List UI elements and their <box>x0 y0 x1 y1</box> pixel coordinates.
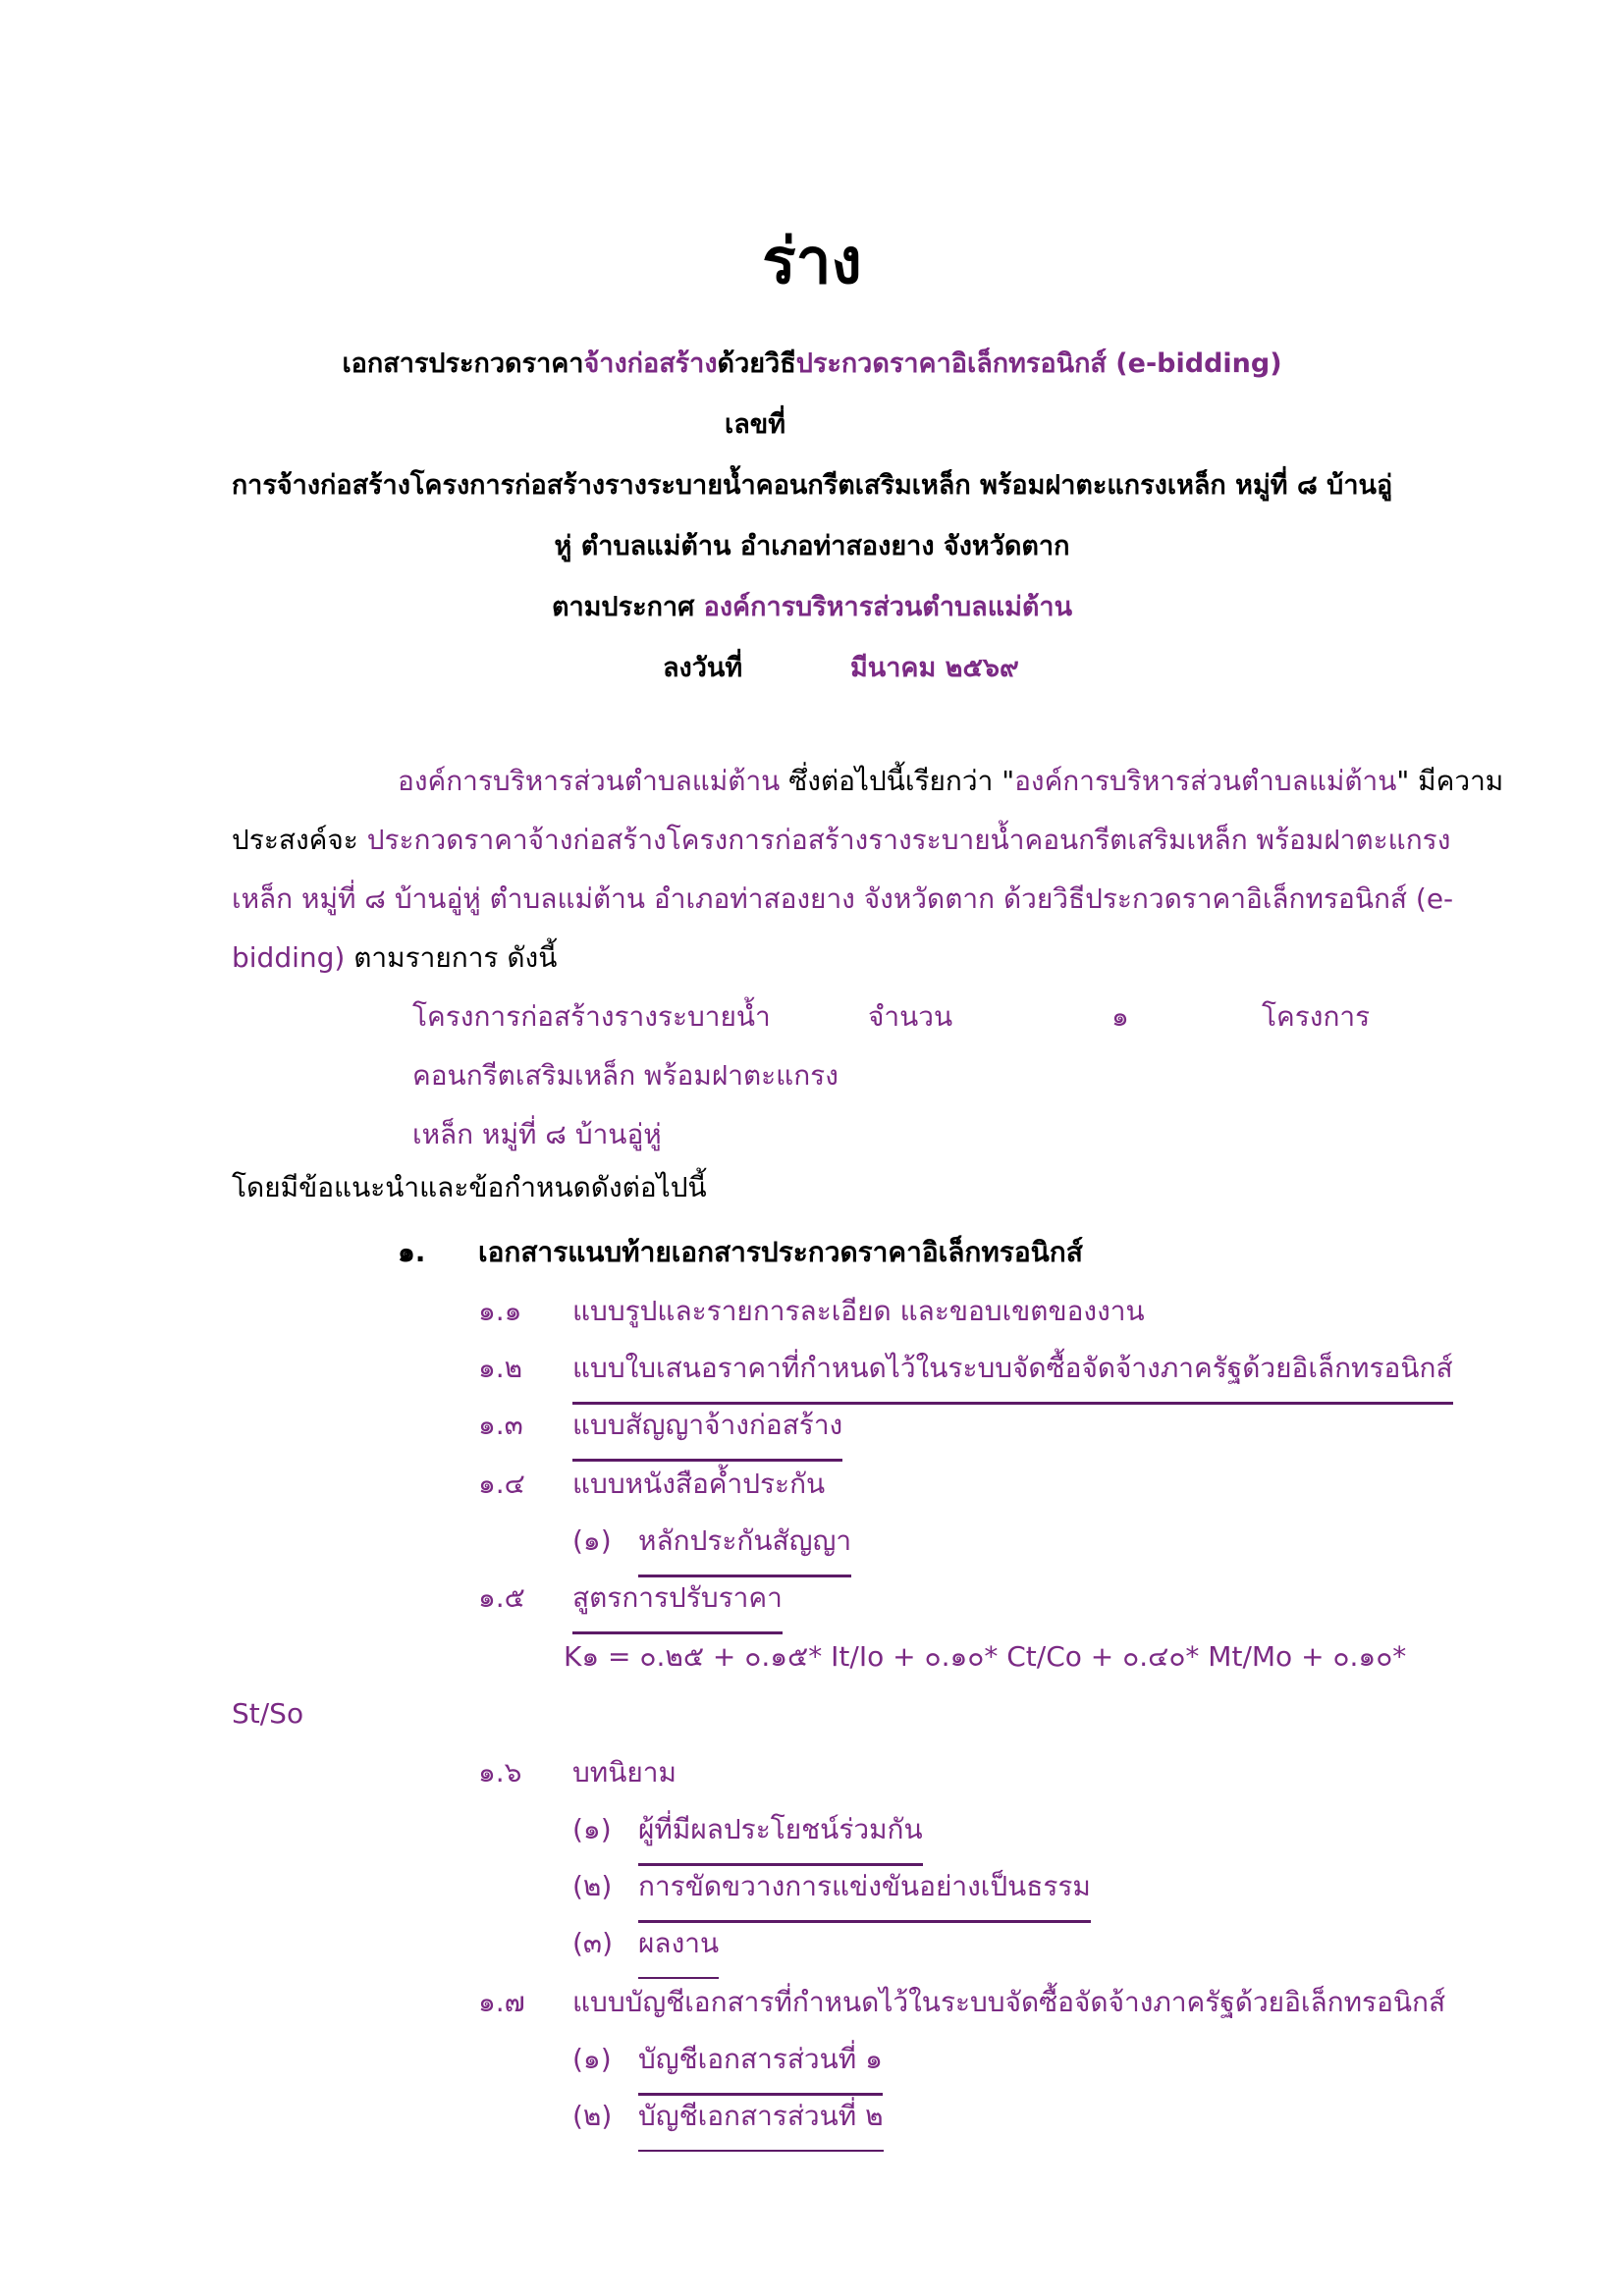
item-1-4-text: แบบหนังสือค้ำประกัน <box>572 1468 826 1500</box>
item-1-1-text: แบบรูปและรายการละเอียด และขอบเขตของงาน <box>572 1295 1145 1327</box>
item-1-7-2-link[interactable] <box>638 2087 884 2152</box>
document-title <box>0 342 1624 384</box>
intro-text-b: " มีความ <box>1396 765 1504 797</box>
item-1-3-text[interactable]: แบบสัญญาจ้างก่อสร้าง <box>572 1396 842 1462</box>
item-1-6-2-text[interactable]: การขัดขวางการแข่งขันอย่างเป็นธรรม <box>638 1857 1091 1923</box>
item-1-7-text: แบบบัญชีเอกสารที่กำหนดไว้ในระบบจัดซื้อจัดจ้างภาครัฐด้วยอิเล็กทรอนิกส์ <box>572 1986 1446 2018</box>
intro-line4-a: bidding) <box>232 941 346 974</box>
item-name-line3: เหล็ก หมู่ที่ ๘ บ้านอู่หู่ <box>412 1118 662 1150</box>
item-1-6-3-link[interactable] <box>638 1914 719 1979</box>
item-1-7-1-text[interactable]: บัญชีเอกสารส่วนที่ ๑ <box>638 2030 883 2096</box>
item-qty-value: ๑ <box>1111 1000 1129 1033</box>
title-part-3: ด้วยวิธี <box>717 348 796 379</box>
item-name-line2: คอนกรีตเสริมเหล็ก พร้อมฝาตะแกรง <box>412 1059 839 1092</box>
title-part-1: เอกสารประกวดราคา <box>342 348 584 379</box>
item-1-4-1-number: (๑) <box>572 1524 612 1557</box>
date-value: มีนาคม ๒๕๖๙ <box>850 653 1019 683</box>
item-1-6-1-link[interactable] <box>638 1800 923 1866</box>
project-title-line1: การจ้างก่อสร้างโครงการก่อสร้างรางระบายน้ำคอนกรีตเสริมเหล็ก พร้อมฝาตะแกรงเหล็ก หมู่ที่ ๘ บ้านอู่ <box>231 470 1393 501</box>
item-1-4-1-link[interactable] <box>638 1512 851 1577</box>
item-unit: โครงการ <box>1262 1000 1371 1033</box>
intro-line2-a: ประสงค์จะ <box>232 824 367 856</box>
intro-line4-b: ตามรายการ ดังนี้ <box>345 941 558 974</box>
item-qty-label: จำนวน <box>868 1000 953 1033</box>
item-1-6-text: บทนิยาม <box>572 1756 677 1789</box>
date-label: ลงวันที่ <box>663 653 743 683</box>
intro-line-1 <box>398 752 1503 811</box>
section1-number: ๑. <box>398 1236 426 1268</box>
item-1-1-number: ๑.๑ <box>478 1295 522 1327</box>
item-1-7-1-number: (๑) <box>572 2043 612 2075</box>
item-1-6-3-text[interactable]: ผลงาน <box>638 1914 719 1979</box>
formula-line2: St/So <box>232 1697 304 1730</box>
intro-line-3: เหล็ก หมู่ที่ ๘ บ้านอู่หู่ ตำบลแม่ต้าน อำเภอท่าสองยาง จังหวัดตาก ด้วยวิธีประกวดราคาอิเล็กทรอนิกส์ (e- <box>232 882 1454 915</box>
item-1-5-number: ๑.๕ <box>478 1581 525 1614</box>
item-1-6-2-link[interactable] <box>638 1857 1091 1923</box>
title-part-2: จ้างก่อสร้าง <box>583 348 718 379</box>
item-1-6-3-number: (๓) <box>572 1927 613 1959</box>
item-1-6-2-number: (๒) <box>572 1870 613 1902</box>
item-name-line1: โครงการก่อสร้างรางระบายน้ำ <box>412 1000 771 1033</box>
item-1-7-2-number: (๒) <box>572 2100 613 2132</box>
announcement-label: ตามประกาศ <box>551 592 695 622</box>
item-1-6-1-number: (๑) <box>572 1813 612 1845</box>
title-part-4: ประกวดราคาอิเล็กทรอนิกส์ (e-bidding) <box>795 348 1282 379</box>
project-title-line2: หู่ ตำบลแม่ต้าน อำเภอท่าสองยาง จังหวัดตาก <box>554 531 1070 561</box>
item-1-5-link[interactable] <box>572 1569 783 1634</box>
item-1-6-1-text[interactable]: ผู้ที่มีผลประโยชน์ร่วมกัน <box>638 1800 923 1866</box>
announcement-line <box>0 585 1624 627</box>
item-1-3-link[interactable] <box>572 1396 842 1462</box>
intro-org-quoted: องค์การบริหารส่วนตำบลแม่ต้าน <box>1014 765 1397 797</box>
intro-org: องค์การบริหารส่วนตำบลแม่ต้าน <box>398 765 781 797</box>
formula-line1: K๑ = ๐.๒๕ + ๐.๑๕* It/Io + ๐.๑๐* Ct/Co + ๐.๔๐* Mt/Mo + ๐.๑๐* <box>564 1640 1407 1673</box>
section1-title: เอกสารแนบท้ายเอกสารประกวดราคาอิเล็กทรอนิกส์ <box>478 1236 1083 1268</box>
item-1-7-1-link[interactable] <box>638 2030 883 2096</box>
intro-text-a: ซึ่งต่อไปนี้เรียกว่า " <box>780 765 1015 797</box>
draft-watermark: ร่าง <box>762 226 862 298</box>
announcement-org: องค์การบริหารส่วนตำบลแม่ต้าน <box>703 592 1073 622</box>
item-1-7-number: ๑.๗ <box>478 1986 525 2018</box>
intro-line-4 <box>232 929 557 988</box>
item-1-2-number: ๑.๒ <box>478 1352 523 1384</box>
item-1-3-number: ๑.๓ <box>478 1409 523 1441</box>
item-1-2-text[interactable]: แบบใบเสนอราคาที่กำหนดไว้ในระบบจัดซื้อจัดจ้างภาครัฐด้วยอิเล็กทรอนิกส์ <box>572 1339 1453 1405</box>
document-number-label: เลขที่ <box>725 409 786 440</box>
item-1-7-2-text[interactable]: บัญชีเอกสารส่วนที่ ๒ <box>638 2087 884 2152</box>
item-1-4-number: ๑.๔ <box>478 1468 525 1500</box>
item-1-2-link[interactable] <box>572 1339 1453 1405</box>
guidance-text: โดยมีข้อแนะนำและข้อกำหนดดังต่อไปนี้ <box>232 1171 707 1203</box>
intro-line-2 <box>232 811 1450 870</box>
item-1-6-number: ๑.๖ <box>478 1756 522 1789</box>
intro-line2-b: ประกวดราคาจ้างก่อสร้างโครงการก่อสร้างรางระบายน้ำคอนกรีตเสริมเหล็ก พร้อมฝาตะแกรง <box>366 824 1451 856</box>
item-1-5-text[interactable]: สูตรการปรับราคา <box>572 1569 783 1634</box>
item-1-4-1-text[interactable]: หลักประกันสัญญา <box>638 1512 851 1577</box>
